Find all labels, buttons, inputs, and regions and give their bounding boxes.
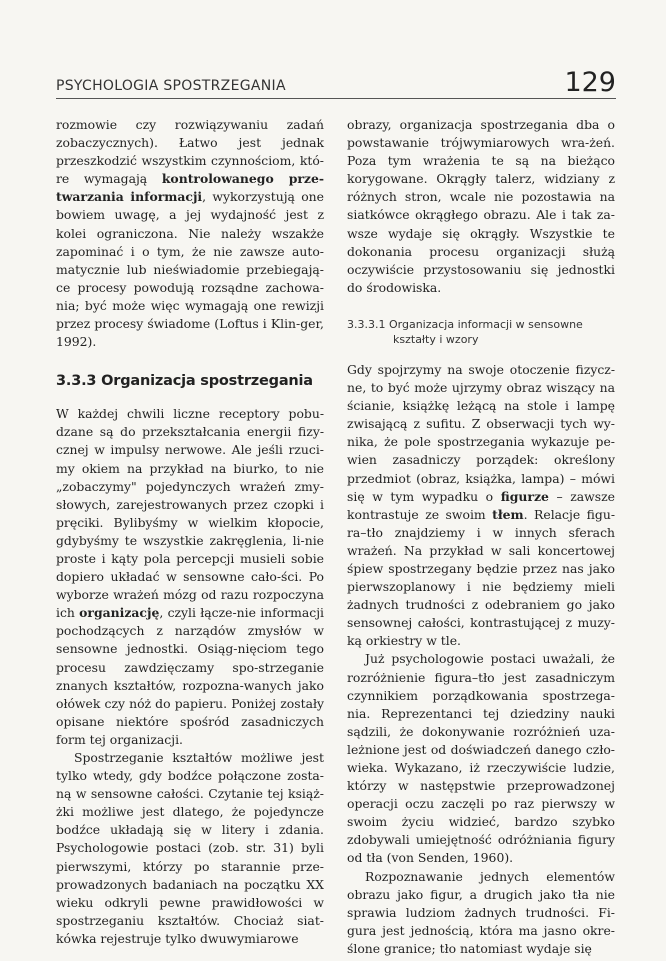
text-run: Gdy spojrzymy na swoje otoczenie fizycz-ne, to być może ujrzymy obraz wiszący na ścianie, książkę leżącą na stole i lampę zwisającą z sufitu. Z obserwacji tych wy-nika, że pole spostrzegania wykazuje pe-wien zasadniczy porządek: określony przedmiot (obraz, książka, lampa) – mówi się w tym wypadku o: [347, 361, 615, 504]
paragraph: [56, 405, 324, 749]
text-run: , czyli łącze-nie informacji pochodzących z narządów zmysłów w sensowne jednostki. Osiąg-nięciom tego procesu zawdzięczamy spo-strzeganie znanych kształtów, rozpozna-wanych jako ołówek czy nóż do papieru. Poniżej zostały opisane niektóre spośród zasadniczych form tej organizacji.: [56, 605, 324, 747]
page-number: 129: [564, 67, 616, 98]
running-title: PSYCHOLOGIA SPOSTRZEGANIA: [56, 78, 286, 94]
paragraph: obrazy, organizacja spostrzegania dba o powstawanie trójwymiarowych wra-żeń. Poza tym wrażenia te są na bieżąco korygowane. Okrągły talerz, widziany z różnych stron, wcale nie pozostawia na siatkówce okrągłego obrazu. Ale i tak za-wsze wydaje się okrągły. Wszystkie te dokonania procesu organizacji służą oczywiście przystosowaniu się jednostki do środowiska.: [347, 117, 615, 295]
subsection-heading-line2: kształty i wzory: [393, 332, 479, 346]
bold-term: figurze: [500, 488, 549, 504]
paragraph: Rozpoznawanie jednych elementów obrazu jako figur, a drugich jako tła nie sprawia ludziom żadnych trudności. Fi-gura jest jednością, która ma jasno okre-ślone granice; tło natomiast wydaje się: [347, 868, 615, 956]
left-column: [56, 116, 324, 948]
header-rule: [56, 98, 616, 99]
bold-term: tłem: [492, 506, 524, 522]
paragraph: [347, 361, 615, 651]
text-run: . Relacje figu-ra–tło znajdziemy i w innych sferach wrażeń. Na przykład w sali koncertowej śpiew spostrzegany będzie przez nas jako pierwszoplanowy i nie będziemy mieli żadnych trudności z odebraniem go jako sensownej całości, kontrastującej z muzy-ką orkiestry w tle.: [347, 506, 616, 649]
paragraph: [56, 116, 324, 351]
text-run: W każdej chwili liczne receptory pobu-dzane są do przekształcania energii fizy-cznej w impulsy nerwowe. Ale jeśli rzuci-my okiem na przykład na biurko, to nie „zobaczymy" pojedynczych wrażeń zmy-słowych, zarejestrowanych przez czopki i pręciki. Bylibyśmy w wielkim kłopocie, gdybyśmy te wszystkie zakręglenia, li-nie proste i kąty pola percepcji musieli sobie dopiero układać w sensowne cało-ści. Po wyborze wrażeń mózg od razu rozpoczyna ich: [56, 406, 324, 621]
subsection-heading-line1: 3.3.3.1 Organizacja informacji w sensowne: [347, 317, 583, 331]
paragraph: Już psychologowie postaci uważali, że rozróżnienie figura–tło jest zasadniczym czynnikiem porządkowania spostrzega-nia. Reprezentanci tej dziedziny nauki sądzili, że dokonywanie rozróżnień uza-leżnione jest od doświadczeń danego czło-wieka. Wykazano, iż rzeczywiście ludzie, którzy w następstwie przeprowadzonej operacji oczu zaczęli po raz pierwszy w swoim życiu widzieć, bardzo szybko zdobywali umiejętność odróżniania figury od tła (von Senden, 1960).: [347, 651, 615, 866]
text-run: – zawsze kontrastuje ze swoim: [347, 488, 615, 522]
subsection-heading: [347, 317, 615, 347]
section-heading: 3.3.3 Organizacja spostrzegania: [56, 373, 313, 390]
right-column: [347, 116, 615, 958]
text-run: , wykorzystują one bowiem uwagę, a jej wydajność jest z kolei ograniczona. Nie należy wszakże zapominać i o tym, że nie zawsze auto-matycznie lub nieświadomie przebiegają-ce procesy powodują rozsądne zachowa-nia; być może więc wymagają one rewizji przez procesy świadome (Loftus i Klin-ger, 1992).: [56, 189, 324, 350]
bold-term: kontrolowanego prze-twarzania informacji: [56, 171, 324, 205]
paragraph: Spostrzeganie kształtów możliwe jest tylko wtedy, gdy bodźce połączone zosta-ną w sensowne całości. Czytanie tej książ-żki możliwe jest dlatego, że pojedyncze bodźce układają się w litery i zdania. Psychologowie postaci (zob. str. 31) byli pierwszymi, którzy po starannie prze-prowadzonych badaniach na początku XX wieku odkryli pewne prawidłowości w spostrzeganiu kształtów. Chociaż siat-kówka rejestruje tylko dwuwymiarowe: [56, 750, 324, 946]
text-run: rozmowie czy rozwiązywaniu zadań zobaczycznych). Łatwo jest jednak przeszkodzić wszystkim czynnościom, któ-re wymagają: [56, 117, 324, 187]
page-header: [56, 68, 616, 98]
bold-term: organizację: [79, 605, 160, 621]
